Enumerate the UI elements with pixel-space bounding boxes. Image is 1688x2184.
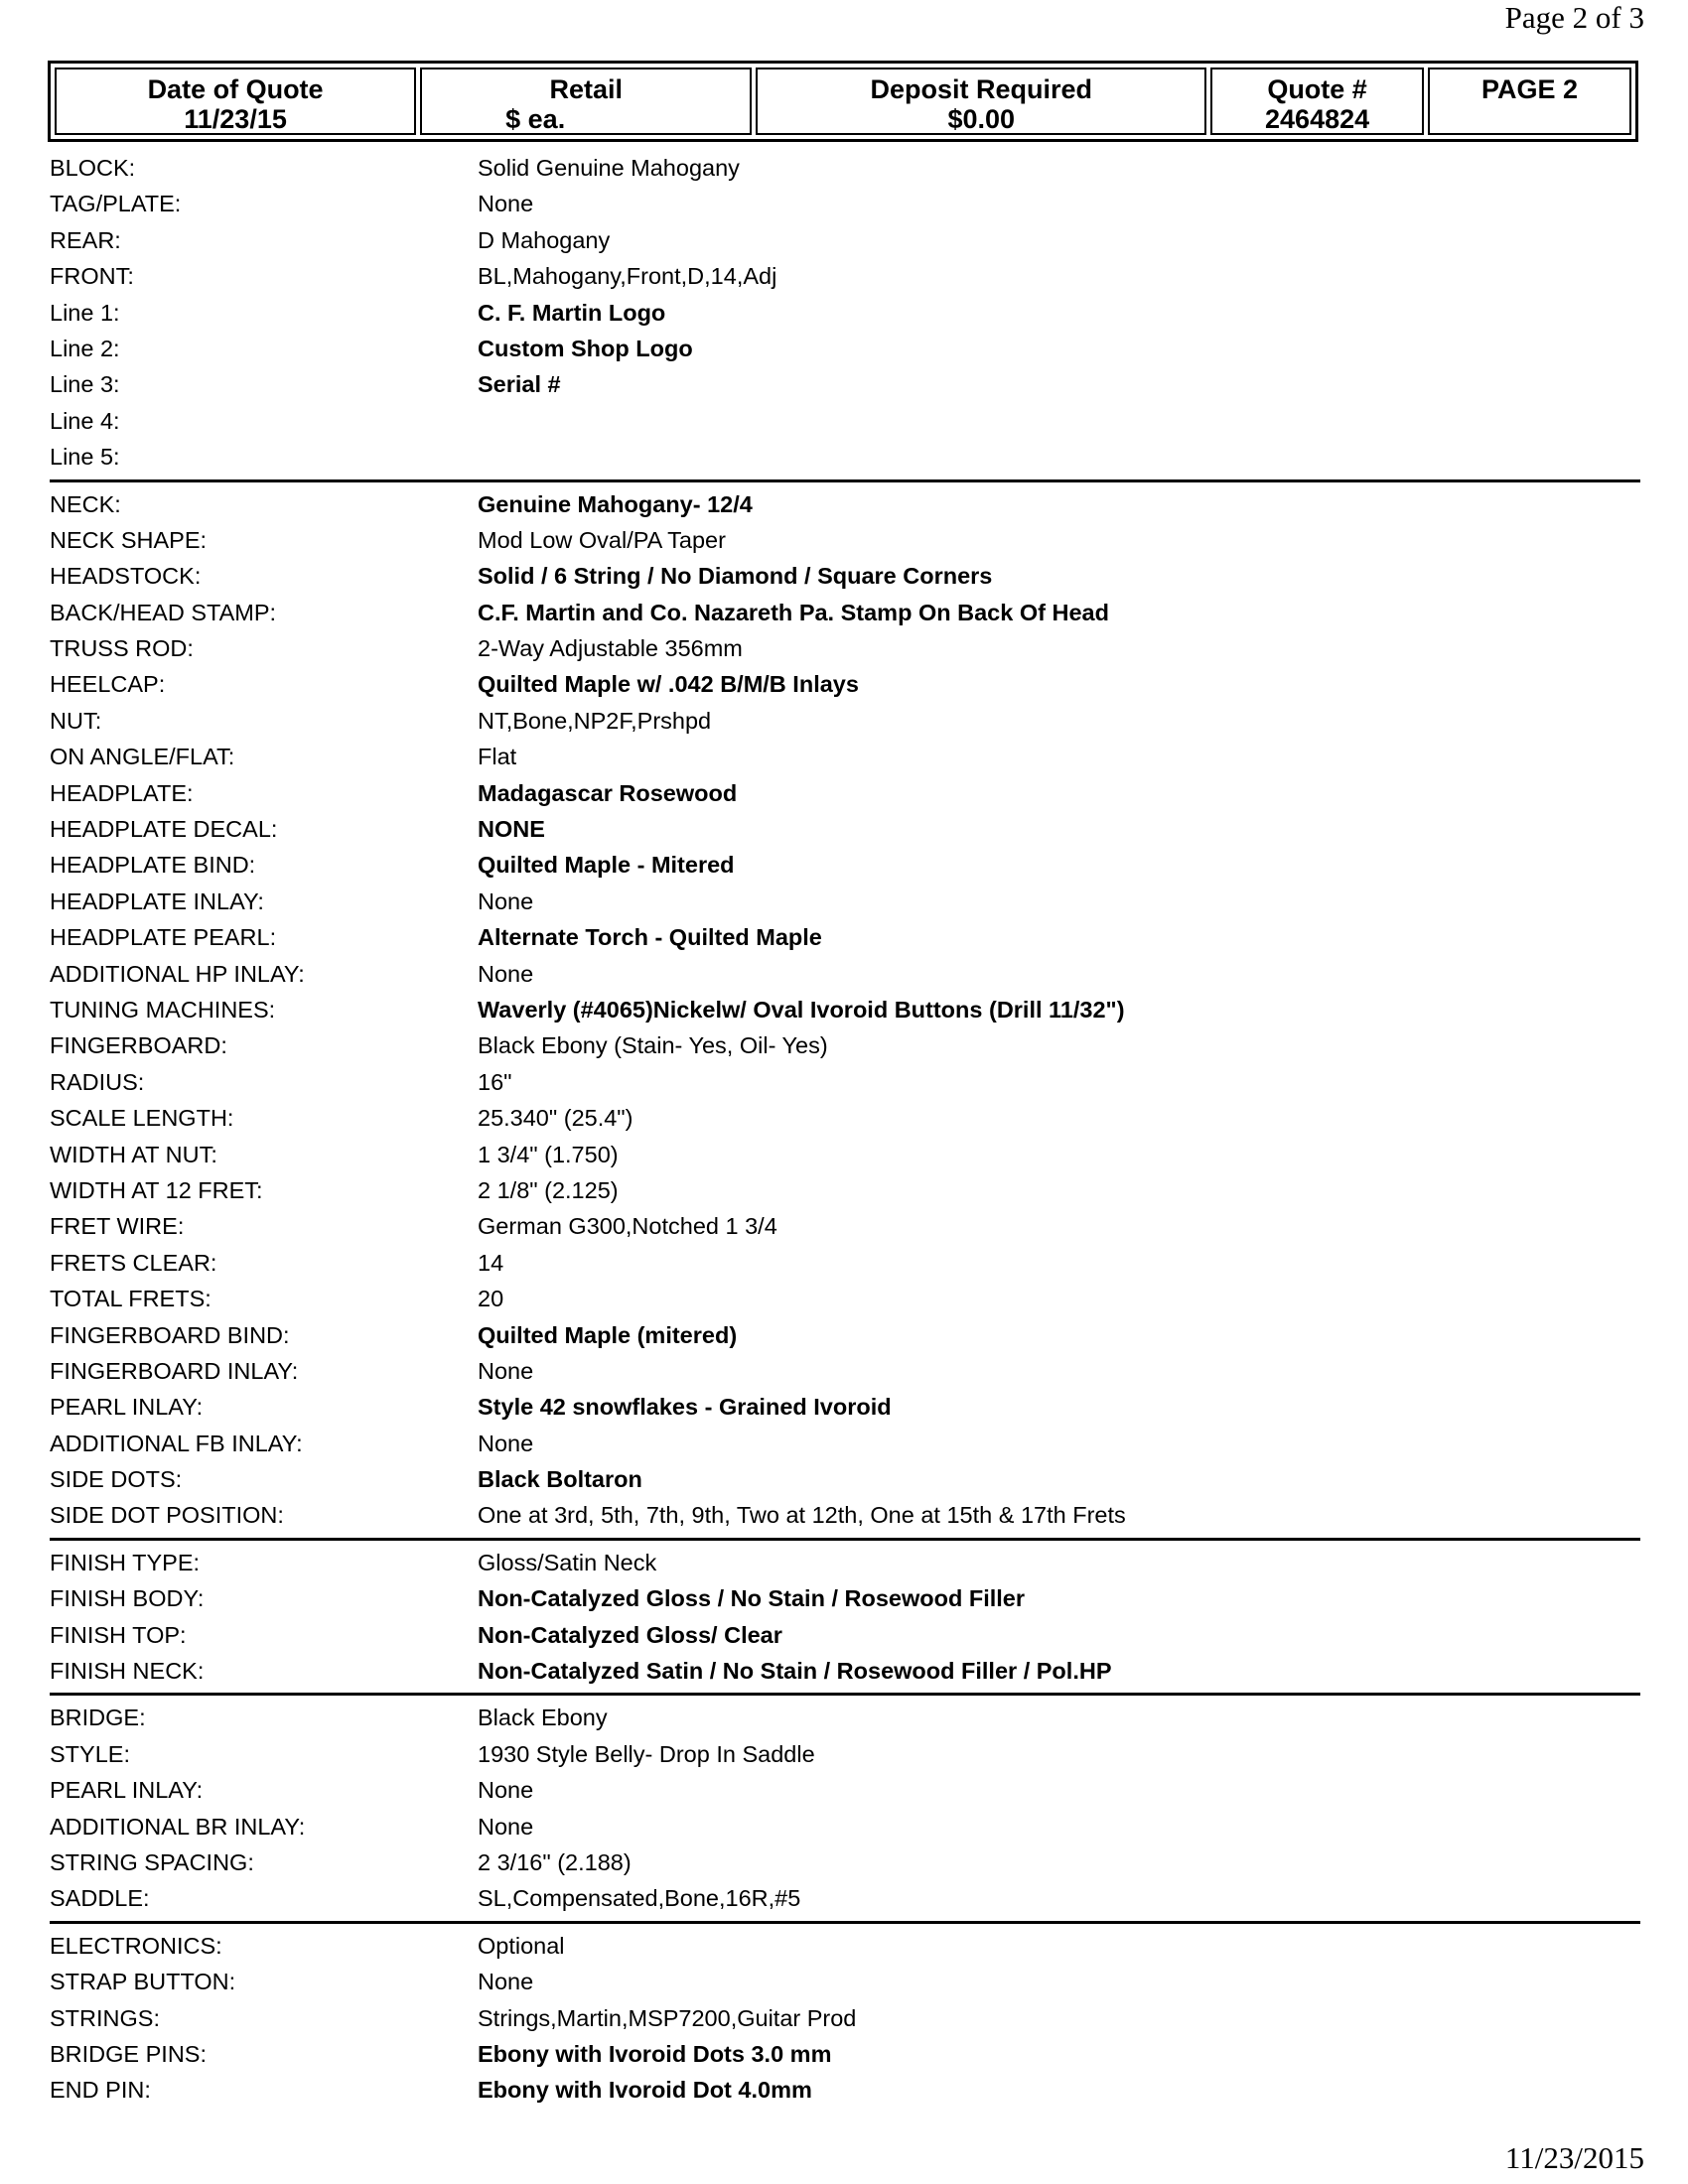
spec-value: None [478, 1969, 534, 1995]
spec-row [50, 992, 1638, 1027]
spec-section [50, 1545, 1638, 1690]
spec-label: Line 2: [50, 335, 120, 361]
spec-label: TUNING MACHINES: [50, 996, 276, 1023]
spec-label: BRIDGE: [50, 1705, 146, 1731]
spec-label: END PIN: [50, 2077, 151, 2104]
spec-row [50, 1617, 1638, 1653]
spec-label: FRET WIRE: [50, 1213, 185, 1240]
spec-label: SADDLE: [50, 1885, 150, 1912]
spec-label: ON ANGLE/FLAT: [50, 744, 235, 770]
section-divider [50, 479, 1640, 482]
header-cell-date [55, 68, 416, 135]
spec-value: Ebony with Ivoroid Dot 4.0mm [478, 2077, 812, 2104]
section-divider [50, 1693, 1640, 1696]
spec-row [50, 1736, 1638, 1772]
spec-value: Ebony with Ivoroid Dots 3.0 mm [478, 2040, 832, 2067]
spec-row [50, 486, 1638, 522]
spec-value: C. F. Martin Logo [478, 299, 666, 326]
spec-label: Line 1: [50, 299, 120, 326]
spec-row [50, 1064, 1638, 1100]
spec-label: ADDITIONAL FB INLAY: [50, 1430, 303, 1456]
spec-value: Quilted Maple - Mitered [478, 852, 735, 879]
header-value: 2464824 [1265, 104, 1370, 134]
spec-value: 2-Way Adjustable 356mm [478, 635, 743, 662]
spec-value: SL,Compensated,Bone,16R,#5 [478, 1885, 801, 1912]
spec-row [50, 1027, 1638, 1063]
spec-label: NECK SHAPE: [50, 526, 208, 553]
spec-label: TAG/PLATE: [50, 191, 182, 217]
spec-label: REAR: [50, 226, 121, 253]
header-label: Retail [549, 74, 624, 104]
footer-date: 11/23/2015 [1504, 2140, 1644, 2175]
spec-row [50, 1580, 1638, 1616]
spec-row [50, 595, 1638, 630]
spec-label: PEARL INLAY: [50, 1777, 204, 1804]
section-divider [50, 1921, 1640, 1924]
spec-row [50, 558, 1638, 594]
spec-value: Flat [478, 744, 517, 770]
spec-label: FRETS CLEAR: [50, 1249, 217, 1276]
spec-value: Black Ebony (Stain- Yes, Oil- Yes) [478, 1032, 828, 1059]
spec-label: FRONT: [50, 263, 134, 290]
spec-row [50, 331, 1638, 366]
spec-value: None [478, 960, 534, 987]
spec-label: FINISH NECK: [50, 1658, 205, 1685]
spec-label: STRAP BUTTON: [50, 1969, 236, 1995]
spec-row [50, 1700, 1638, 1735]
spec-row [50, 666, 1638, 702]
spec-row [50, 1928, 1638, 1964]
spec-value: German G300,Notched 1 3/4 [478, 1213, 777, 1240]
spec-value: Quilted Maple w/ .042 B/M/B Inlays [478, 671, 859, 698]
spec-row [50, 739, 1638, 774]
spec-value: 25.340" (25.4") [478, 1105, 633, 1132]
spec-label: STRINGS: [50, 2004, 160, 2031]
spec-row [50, 2072, 1638, 2108]
spec-label: ADDITIONAL HP INLAY: [50, 960, 305, 987]
spec-label: SCALE LENGTH: [50, 1105, 234, 1132]
header-cell-retail [420, 68, 752, 135]
header-value: $0.00 [947, 104, 1016, 134]
spec-value: Genuine Mahogany- 12/4 [478, 490, 753, 517]
spec-value: Solid / 6 String / No Diamond / Square Corners [478, 563, 993, 590]
spec-row [50, 1653, 1638, 1689]
spec-row [50, 847, 1638, 883]
spec-row [50, 1137, 1638, 1172]
spec-row [50, 1389, 1638, 1425]
spec-label: TOTAL FRETS: [50, 1286, 211, 1312]
spec-row [50, 2036, 1638, 2072]
spec-value: 1930 Style Belly- Drop In Saddle [478, 1740, 815, 1767]
spec-row [50, 775, 1638, 811]
spec-label: FINISH TOP: [50, 1621, 187, 1648]
spec-list [50, 150, 1638, 2109]
spec-label: ADDITIONAL BR INLAY: [50, 1813, 306, 1840]
spec-value: 14 [478, 1249, 504, 1276]
spec-value: C.F. Martin and Co. Nazareth Pa. Stamp On Back Of Head [478, 599, 1109, 625]
header-label: Date of Quote [147, 74, 324, 104]
spec-row [50, 1809, 1638, 1844]
spec-value: Waverly (#4065)Nickelw/ Oval Ivoroid Buttons (Drill 11/32") [478, 996, 1125, 1023]
spec-row [50, 1461, 1638, 1497]
header-cell-quote-number [1210, 68, 1424, 135]
spec-label: NECK: [50, 490, 121, 517]
spec-row [50, 222, 1638, 258]
spec-row [50, 1245, 1638, 1281]
spec-value: Style 42 snowflakes - Grained Ivoroid [478, 1394, 892, 1421]
spec-row [50, 2000, 1638, 2036]
spec-row [50, 1317, 1638, 1353]
spec-value: Optional [478, 1932, 565, 1959]
spec-row [50, 186, 1638, 221]
spec-label: STYLE: [50, 1740, 130, 1767]
spec-value: None [478, 1813, 534, 1840]
spec-label: HEADPLATE BIND: [50, 852, 256, 879]
spec-label: TRUSS ROD: [50, 635, 194, 662]
spec-label: HEADPLATE DECAL: [50, 816, 278, 843]
spec-row [50, 1426, 1638, 1461]
spec-row [50, 1497, 1638, 1533]
spec-value: Non-Catalyzed Satin / No Stain / Rosewood Filler / Pol.HP [478, 1658, 1112, 1685]
spec-label: PEARL INLAY: [50, 1394, 204, 1421]
spec-row [50, 403, 1638, 439]
spec-row [50, 1172, 1638, 1208]
spec-value: 16" [478, 1068, 512, 1095]
spec-value: Custom Shop Logo [478, 335, 693, 361]
spec-row [50, 522, 1638, 558]
spec-row [50, 366, 1638, 402]
spec-label: FINGERBOARD BIND: [50, 1321, 290, 1348]
spec-label: SIDE DOTS: [50, 1466, 183, 1493]
spec-label: FINGERBOARD: [50, 1032, 227, 1059]
spec-row [50, 811, 1638, 847]
spec-value: Black Ebony [478, 1705, 608, 1731]
header-cell-page [1428, 68, 1631, 135]
quote-header-table [48, 61, 1638, 142]
spec-value: BL,Mahogany,Front,D,14,Adj [478, 263, 777, 290]
spec-value: Strings,Martin,MSP7200,Guitar Prod [478, 2004, 857, 2031]
spec-row [50, 1545, 1638, 1580]
spec-row [50, 956, 1638, 992]
spec-value: None [478, 1430, 534, 1456]
spec-label: ELECTRONICS: [50, 1932, 222, 1959]
spec-row [50, 1880, 1638, 1916]
spec-row [50, 919, 1638, 955]
spec-row [50, 630, 1638, 666]
spec-row [50, 1100, 1638, 1136]
spec-value: Gloss/Satin Neck [478, 1549, 657, 1575]
spec-row [50, 1844, 1638, 1880]
spec-row [50, 884, 1638, 919]
spec-value: 2 1/8" (2.125) [478, 1176, 619, 1203]
spec-label: FINISH BODY: [50, 1585, 205, 1612]
header-label: Quote # [1267, 74, 1367, 104]
spec-value: 20 [478, 1286, 504, 1312]
spec-value: NT,Bone,NP2F,Prshpd [478, 707, 712, 734]
spec-row [50, 1208, 1638, 1244]
header-value: $ ea. [505, 104, 566, 134]
spec-label: BRIDGE PINS: [50, 2040, 208, 2067]
spec-value: None [478, 1357, 534, 1384]
spec-label: FINISH TYPE: [50, 1549, 201, 1575]
spec-section [50, 1928, 1638, 2109]
header-label: Deposit Required [870, 74, 1093, 104]
spec-value: Black Boltaron [478, 1466, 642, 1493]
spec-value: Alternate Torch - Quilted Maple [478, 924, 822, 951]
spec-value: None [478, 1777, 534, 1804]
spec-value: Non-Catalyzed Gloss / No Stain / Rosewood Filler [478, 1585, 1026, 1612]
spec-section [50, 486, 1638, 1534]
spec-value: One at 3rd, 5th, 7th, 9th, Two at 12th, One at 15th & 17th Frets [478, 1502, 1126, 1529]
spec-label: HEADSTOCK: [50, 563, 202, 590]
spec-value: Solid Genuine Mahogany [478, 155, 740, 181]
spec-section [50, 1700, 1638, 1916]
spec-label: FINGERBOARD INLAY: [50, 1357, 299, 1384]
spec-value: Mod Low Oval/PA Taper [478, 526, 726, 553]
spec-value: 1 3/4" (1.750) [478, 1141, 619, 1167]
spec-value: 2 3/16" (2.188) [478, 1848, 632, 1875]
spec-row [50, 703, 1638, 739]
spec-label: Line 5: [50, 444, 120, 471]
spec-row [50, 1772, 1638, 1808]
spec-label: STRING SPACING: [50, 1848, 254, 1875]
spec-row [50, 150, 1638, 186]
spec-row [50, 1964, 1638, 1999]
spec-value: Non-Catalyzed Gloss/ Clear [478, 1621, 782, 1648]
spec-value: Quilted Maple (mitered) [478, 1321, 738, 1348]
spec-label: BACK/HEAD STAMP: [50, 599, 277, 625]
spec-label: Line 4: [50, 407, 120, 434]
spec-section [50, 150, 1638, 476]
spec-value: D Mahogany [478, 226, 611, 253]
spec-row [50, 439, 1638, 475]
spec-label: WIDTH AT 12 FRET: [50, 1176, 263, 1203]
spec-row [50, 258, 1638, 294]
header-label: PAGE 2 [1481, 74, 1579, 104]
spec-label: RADIUS: [50, 1068, 145, 1095]
section-divider [50, 1538, 1640, 1541]
spec-label: BLOCK: [50, 155, 136, 181]
spec-label: NUT: [50, 707, 102, 734]
spec-value: None [478, 191, 534, 217]
spec-label: HEADPLATE INLAY: [50, 887, 264, 914]
header-cell-deposit [756, 68, 1206, 135]
header-value: 11/23/15 [184, 104, 287, 134]
spec-value: NONE [478, 816, 545, 843]
spec-value: None [478, 887, 534, 914]
page-number: Page 2 of 3 [1504, 0, 1644, 35]
spec-label: HEELCAP: [50, 671, 166, 698]
spec-value: Madagascar Rosewood [478, 779, 738, 806]
spec-label: Line 3: [50, 371, 120, 398]
spec-value: Serial # [478, 371, 561, 398]
spec-row [50, 295, 1638, 331]
spec-row [50, 1353, 1638, 1389]
spec-label: SIDE DOT POSITION: [50, 1502, 284, 1529]
spec-label: HEADPLATE: [50, 779, 194, 806]
spec-row [50, 1281, 1638, 1316]
spec-label: WIDTH AT NUT: [50, 1141, 217, 1167]
spec-label: HEADPLATE PEARL: [50, 924, 277, 951]
